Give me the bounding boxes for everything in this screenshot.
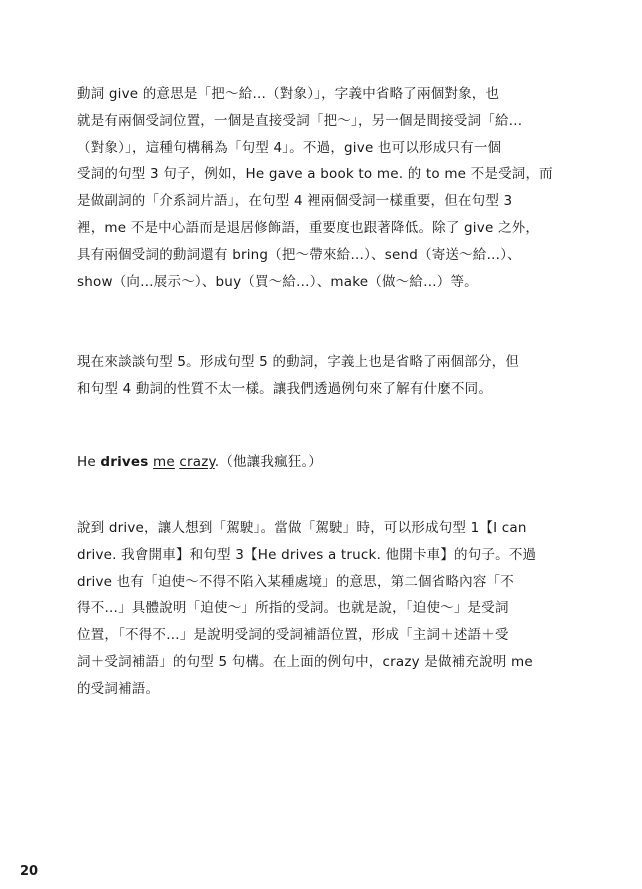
example-complement: crazy: [179, 454, 215, 470]
paragraph-line: 裡，me 不是中心語而是退居修飾語，重要度也跟著降低。除了 give 之外，: [77, 219, 540, 236]
paragraph-line: 說到 drive，讓人想到「駕駛」。當做「駕駛」時，可以形成句型 1【I can: [77, 520, 527, 536]
paragraph-give-sentence-pattern-4: [77, 81, 555, 295]
paragraph-line: 位置，「不得不…」是說明受詞的受詞補語位置，形成「主詞＋述語＋受: [77, 627, 509, 644]
paragraph-line: show（向…展示～）、buy（買～給…）、make（做～給…）等。: [77, 273, 478, 290]
paragraph-line: 得不…」具體說明「迫使～」所指的受詞。也就是說，「迫使～」是受詞: [77, 600, 509, 617]
example-sentence: [77, 449, 555, 476]
example-object: me: [153, 454, 175, 470]
paragraph-line: 動詞 give 的意思是「把～給…（對象）」，字義中省略了兩個對象，也: [77, 86, 500, 102]
paragraph-line: 的受詞補語。: [77, 680, 160, 697]
paragraph-line: drive. 我會開車】和句型 3【He drives a truck. 他開卡車】的句子。不過: [77, 546, 537, 563]
paragraph-line: 是做副詞的「介系詞片語」，在句型 4 裡兩個受詞一樣重要，但在句型 3: [77, 193, 513, 210]
example-translation: （他讓我瘋狂。）: [219, 454, 323, 470]
paragraph-line: （對象）」，這種句構稱為「句型 4」。不過，give 也可以形成只有一個: [77, 139, 502, 156]
paragraph-line: 和句型 4 動詞的性質不太一樣。讓我們透過例句來了解有什麼不同。: [77, 380, 493, 397]
paragraph-drive-explanation: [77, 515, 555, 703]
paragraph-sentence-pattern-5-intro: [77, 349, 555, 403]
paragraph-line: 就是有兩個受詞位置，一個是直接受詞「把～」，另一個是間接受詞「給…: [77, 112, 523, 129]
example-verb: drives: [100, 454, 149, 470]
example-line: [77, 449, 555, 476]
paragraph-line: 受詞的句型 3 句子，例如，He gave a book to me. 的 to me 不是受詞，而: [77, 166, 553, 183]
page-number: 20: [20, 864, 39, 879]
paragraph-line: 現在來談談句型 5。形成句型 5 的動詞，字義上也是省略了兩個部分，但: [77, 354, 520, 370]
paragraph-line: 詞＋受詞補語」的句型 5 句構。在上面的例句中，crazy 是做補充說明 me: [77, 653, 533, 670]
example-subject: He: [77, 454, 96, 470]
paragraph-line: drive 也有「迫使～不得不陷入某種處境」的意思，第二個省略內容「不: [77, 573, 514, 590]
paragraph-line: 具有兩個受詞的動詞還有 bring（把～帶來給…）、send（寄送～給…）、: [77, 246, 521, 263]
example-period: .: [214, 454, 220, 470]
